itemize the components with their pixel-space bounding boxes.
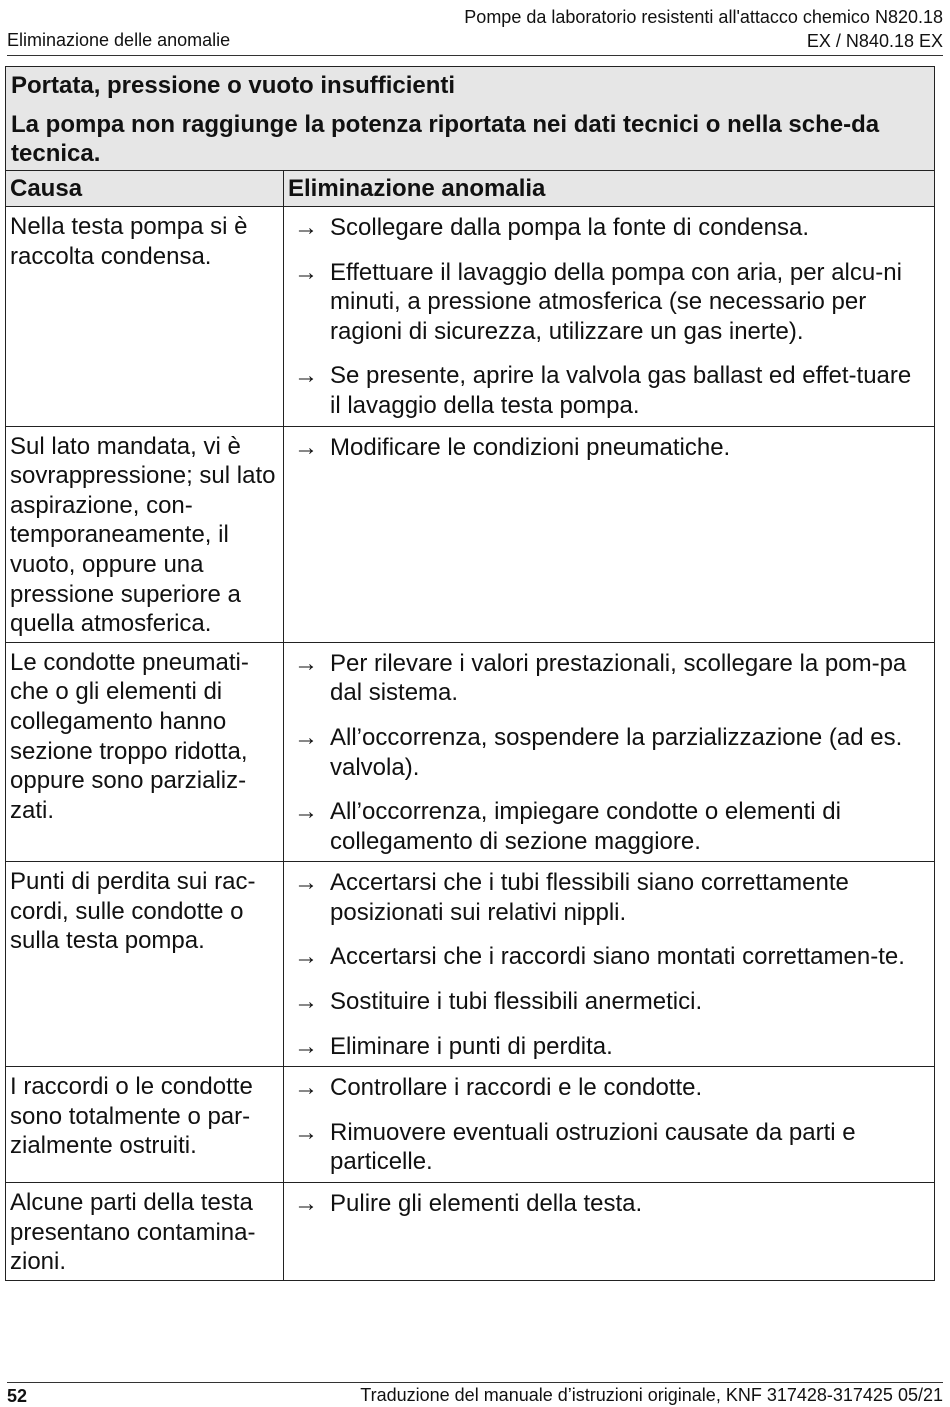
cause-cell: Punti di perdita sui rac-cordi, sulle condotte o sulla testa pompa.: [6, 862, 284, 1066]
arrow-right-icon: →: [294, 649, 318, 677]
cause-cell: Nella testa pompa si è raccolta condensa.: [6, 207, 284, 426]
action-text: Sostituire i tubi flessibili anermetici.: [330, 988, 703, 1016]
action-item: [294, 1118, 928, 1177]
action-item: [294, 433, 928, 463]
action-text: Rimuovere eventuali ostruzioni causate da parti e particelle.: [330, 1118, 856, 1176]
column-header-cause: Causa: [6, 171, 284, 206]
arrow-right-icon: →: [294, 258, 318, 286]
arrow-right-icon: →: [294, 1190, 318, 1218]
arrow-right-icon: →: [294, 362, 318, 390]
table-row: [6, 427, 934, 643]
fix-cell: [284, 427, 934, 642]
table-row: [6, 1067, 934, 1183]
action-text: Scollegare dalla pompa la fonte di condensa.: [330, 214, 809, 241]
page-number: 52: [7, 1386, 28, 1406]
action-item: [294, 649, 928, 708]
footer-divider: [7, 1382, 943, 1383]
troubleshooting-table: [5, 66, 935, 1281]
action-text: Accertarsi che i tubi flessibili siano correttamente posizionati sui relativi nippli.: [330, 869, 849, 926]
table-row: [6, 207, 934, 427]
product-title-line-2: EX / N840.18 EX: [806, 31, 943, 51]
fix-cell: [284, 207, 934, 426]
table-title-block: [6, 67, 934, 171]
fix-cell: [284, 643, 934, 862]
action-item: [294, 258, 928, 347]
action-text: Modificare le condizioni pneumatiche.: [330, 433, 731, 461]
action-text: All’occorrenza, sospendere la parzializzazione (ad es. valvola).: [330, 723, 903, 781]
cause-cell: Sul lato mandata, vi è sovrappressione; sul lato aspirazione, con-temporaneamente, il vuoto, oppure una pressione superiore a quella atmosferica.: [6, 427, 284, 642]
arrow-right-icon: →: [294, 869, 318, 897]
cause-cell: Le condotte pneumati-che o gli elementi di collegamento hanno sezione troppo ridotta, oppure sono parzializ-zati.: [6, 643, 284, 862]
arrow-right-icon: →: [294, 798, 318, 826]
action-text: Effettuare il lavaggio della pompa con aria, per alcu-ni minuti, a pressione atmosferica (se necessario per ragioni di sicurezza, utilizzare un gas inerte).: [330, 258, 902, 345]
fix-cell: [284, 1067, 934, 1182]
action-item: [294, 1189, 928, 1219]
arrow-right-icon: →: [294, 433, 318, 461]
table-row: [6, 862, 934, 1067]
action-item: [294, 723, 928, 782]
table-header-row: [6, 171, 934, 207]
action-text: Controllare i raccordi e le condotte.: [330, 1074, 703, 1102]
arrow-right-icon: →: [294, 214, 318, 241]
arrow-right-icon: →: [294, 943, 318, 971]
action-item: [294, 1032, 928, 1062]
footer-text: Traduzione del manuale d’istruzioni originale, KNF 317428-317425 05/21: [360, 1385, 943, 1405]
product-title-line-1: Pompe da laboratorio resistenti all'attacco chemico N820.18: [464, 7, 943, 27]
header-divider: [7, 55, 943, 56]
action-item: [294, 868, 928, 927]
action-text: Per rilevare i valori prestazionali, scollegare la pom-pa dal sistema.: [330, 649, 907, 707]
fix-cell: [284, 862, 934, 1066]
action-item: [294, 1073, 928, 1103]
action-text: Accertarsi che i raccordi siano montati correttamen-te.: [330, 943, 905, 971]
page-header: [0, 0, 950, 56]
arrow-right-icon: →: [294, 988, 318, 1016]
arrow-right-icon: →: [294, 1074, 318, 1102]
arrow-right-icon: →: [294, 1118, 318, 1146]
table-title: Portata, pressione o vuoto insufficienti: [11, 72, 456, 99]
action-item: [294, 942, 928, 972]
table-body: [6, 207, 934, 1280]
action-item: [294, 213, 928, 243]
action-item: [294, 361, 928, 420]
section-title: Eliminazione delle anomalie: [7, 30, 231, 50]
table-subtitle: La pompa non raggiunge la potenza riportata nei dati tecnici o nella sche-da tecnica.: [11, 111, 880, 167]
cause-cell: I raccordi o le condotte sono totalmente o par-zialmente ostruiti.: [6, 1067, 284, 1182]
arrow-right-icon: →: [294, 723, 318, 751]
table-row: [6, 1183, 934, 1280]
column-header-fix: Eliminazione anomalia: [288, 175, 546, 202]
action-item: [294, 797, 928, 856]
table-row: [6, 643, 934, 863]
fix-cell: [284, 1183, 934, 1280]
action-text: All’occorrenza, impiegare condotte o elementi di collegamento di sezione maggiore.: [330, 798, 841, 855]
product-title: [464, 5, 943, 53]
action-text: Eliminare i punti di perdita.: [330, 1032, 613, 1060]
action-item: [294, 987, 928, 1017]
cause-cell: Alcune parti della testa presentano contamina-zioni.: [6, 1183, 284, 1280]
arrow-right-icon: →: [294, 1032, 318, 1060]
action-text: Se presente, aprire la valvola gas ballast ed effet-tuare il lavaggio della testa pompa.: [330, 362, 912, 419]
action-text: Pulire gli elementi della testa.: [330, 1190, 643, 1218]
